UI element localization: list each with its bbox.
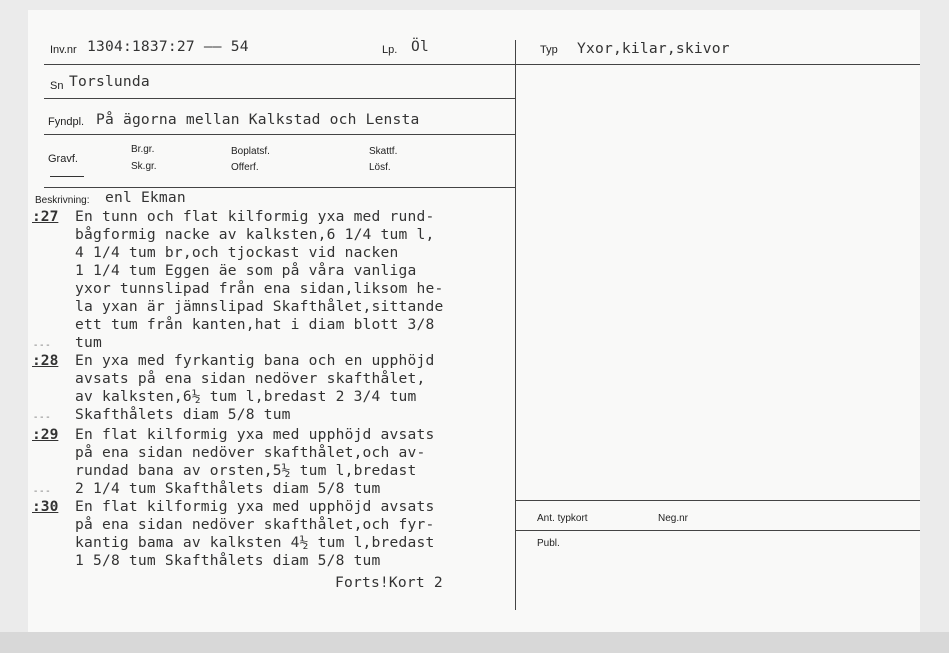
continuation-note: Forts!Kort 2 — [335, 574, 443, 591]
typ-value: Yxor,kilar,skivor — [577, 40, 730, 57]
inv-label: Inv.nr — [50, 44, 77, 56]
entry-line: tum — [75, 334, 102, 351]
skgr-label: Sk.gr. — [131, 161, 157, 172]
lp-label: Lp. — [382, 44, 398, 56]
fyndpl-divider — [44, 134, 515, 135]
ant-typkort-label: Ant. typkort — [537, 513, 588, 524]
entry-number: :30 — [32, 498, 59, 515]
entry-line: bågformig nacke av kalksten,6 1/4 tum l, — [75, 226, 435, 243]
scan-bottom-strip — [0, 632, 949, 653]
right-footer-divider-top — [515, 500, 920, 501]
beskrivning-label: Beskrivning: — [35, 195, 90, 206]
lp-value: Öl — [411, 38, 429, 55]
entry-line: 4 1/4 tum br,och tjockast vid nacken — [75, 244, 399, 261]
losf-label: Lösf. — [369, 162, 391, 173]
entry-line: Skafthålets diam 5/8 tum — [75, 406, 291, 423]
inv-value: 1304:1837:27 —— 54 — [87, 38, 249, 55]
offerf-label: Offerf. — [231, 162, 259, 173]
entry-line: avsats på ena sidan nedöver skafthålet, — [75, 370, 426, 387]
margin-dash: - - - — [34, 412, 50, 423]
entry-line: på ena sidan nedöver skafthålet,och fyr- — [75, 516, 435, 533]
margin-dash: - - - — [34, 486, 50, 497]
entry-line: rundad bana av orsten,5½ tum l,bredast — [75, 462, 417, 479]
publ-label: Publ. — [537, 538, 560, 549]
typ-label: Typ — [540, 44, 558, 56]
entry-line: En tunn och flat kilformig yxa med rund- — [75, 208, 435, 225]
entry-line: på ena sidan nedöver skafthålet,och av- — [75, 444, 426, 461]
entry-line: En yxa med fyrkantig bana och en upphöjd — [75, 352, 435, 369]
skattf-label: Skattf. — [369, 146, 398, 157]
sn-divider — [44, 98, 515, 99]
right-footer-divider — [515, 530, 920, 531]
entry-line: ett tum från kanten,hat i diam blott 3/8 — [75, 316, 435, 333]
gravf-label: Gravf. — [48, 153, 78, 165]
entry-number: :28 — [32, 352, 59, 369]
gravf-underline — [50, 176, 84, 177]
entry-line: kantig bama av kalksten 4½ tum l,bredast — [75, 534, 435, 551]
entry-number: :27 — [32, 208, 59, 225]
entry-line: yxor tunnslipad från ena sidan,liksom he- — [75, 280, 444, 297]
sn-label: Sn — [50, 80, 64, 92]
entry-line: 2 1/4 tum Skafthålets diam 5/8 tum — [75, 480, 381, 497]
entry-line: la yxan är jämnslipad Skafthålet,sittande — [75, 298, 444, 315]
brgr-label: Br.gr. — [131, 144, 155, 155]
beskrivning-value: enl Ekman — [105, 189, 186, 206]
categories-divider — [44, 187, 515, 188]
entry-line: 1 5/8 tum Skafthålets diam 5/8 tum — [75, 552, 381, 569]
fyndpl-label: Fyndpl. — [48, 116, 85, 128]
boplatsf-label: Boplatsf. — [231, 146, 270, 157]
header-divider — [44, 64, 920, 65]
neg-nr-label: Neg.nr — [658, 513, 689, 524]
entry-line: av kalksten,6½ tum l,bredast 2 3/4 tum — [75, 388, 417, 405]
fyndpl-value: På ägorna mellan Kalkstad och Lensta — [96, 111, 420, 128]
column-divider — [515, 40, 516, 610]
entry-line: En flat kilformig yxa med upphöjd avsats — [75, 426, 435, 443]
sn-value: Torslunda — [69, 73, 150, 90]
margin-dash: - - - — [34, 340, 50, 351]
entry-line: En flat kilformig yxa med upphöjd avsats — [75, 498, 435, 515]
entry-number: :29 — [32, 426, 59, 443]
entry-line: 1 1/4 tum Eggen äe som på våra vanliga — [75, 262, 417, 279]
